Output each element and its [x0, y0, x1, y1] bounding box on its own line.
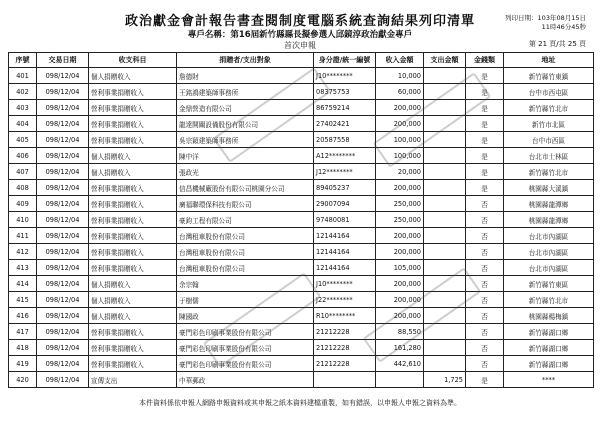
row-donor: 台灣租車股份有限公司 [177, 228, 314, 244]
row-expense [424, 116, 466, 132]
row-money-type: 否 [466, 292, 504, 308]
row-money-type: 否 [466, 212, 504, 228]
row-money-type: 否 [466, 324, 504, 340]
row-date: 098/12/04 [37, 308, 89, 324]
row-address: 新竹縣湖口鄉 [504, 340, 594, 356]
row-item: 個人捐贈收入 [89, 292, 177, 308]
document-title: 政治獻金會計報告書查閱制度電腦系統查詢結果列印清單 [124, 14, 475, 29]
row-no: 420 [9, 372, 37, 388]
row-date: 098/12/04 [37, 116, 89, 132]
table-row [9, 212, 594, 228]
row-address: 桃園縣楊梅鎮 [504, 308, 594, 324]
row-id [314, 372, 376, 388]
row-income: 200,000 [376, 180, 424, 196]
row-item: 營利事業捐贈收入 [89, 324, 177, 340]
row-income: 10,000 [376, 68, 424, 84]
row-item: 營利事業捐贈收入 [89, 228, 177, 244]
row-address: 新竹縣竹北市 [504, 100, 594, 116]
row-item: 營利事業捐贈收入 [89, 196, 177, 212]
row-donor: 余宗翰 [177, 276, 314, 292]
row-date: 098/12/04 [37, 244, 89, 260]
row-item: 營利事業捐贈收入 [89, 212, 177, 228]
row-address: 新竹縣竹北市 [504, 164, 594, 180]
row-donor: 詹德財 [177, 68, 314, 84]
row-expense [424, 84, 466, 100]
row-address: 桃園縣龍潭鄉 [504, 212, 594, 228]
row-date: 098/12/04 [37, 212, 89, 228]
row-id: 12144164 [314, 244, 376, 260]
row-date: 098/12/04 [37, 340, 89, 356]
row-income: 250,000 [376, 196, 424, 212]
row-donor: 豪門彩色印刷事業股份有限公司 [177, 340, 314, 356]
row-income [376, 372, 424, 388]
col-header-id: 身分證/統一編號 [314, 53, 376, 68]
table-row [9, 148, 594, 164]
row-donor: 廣福聯環保科技有限公司 [177, 196, 314, 212]
row-donor: 陳國政 [177, 308, 314, 324]
col-header-address: 地址 [504, 53, 594, 68]
table-row [9, 180, 594, 196]
row-money-type: 否 [466, 308, 504, 324]
table-row [9, 356, 594, 372]
row-expense [424, 308, 466, 324]
row-id: 08375753 [314, 84, 376, 100]
row-item: 營利事業捐贈收入 [89, 260, 177, 276]
row-income: 20,000 [376, 164, 424, 180]
row-no: 409 [9, 196, 37, 212]
row-donor: 豪門彩色印刷事業股份有限公司 [177, 324, 314, 340]
row-id: J12******** [314, 164, 376, 180]
row-expense [424, 212, 466, 228]
row-no: 414 [9, 276, 37, 292]
row-income: 200,000 [376, 308, 424, 324]
row-id: J10******** [314, 276, 376, 292]
row-date: 098/12/04 [37, 324, 89, 340]
row-date: 098/12/04 [37, 196, 89, 212]
row-date: 098/12/04 [37, 132, 89, 148]
row-expense [424, 244, 466, 260]
row-item: 個人捐贈收入 [89, 308, 177, 324]
row-address: 台北市內湖區 [504, 244, 594, 260]
row-id: 20587558 [314, 132, 376, 148]
row-id: J10******** [314, 68, 376, 84]
row-id: 29007094 [314, 196, 376, 212]
table-row [9, 244, 594, 260]
row-id: 89405237 [314, 180, 376, 196]
row-money-type: 否 [466, 356, 504, 372]
row-income: 200,000 [376, 116, 424, 132]
row-expense [424, 292, 466, 308]
row-address: 新竹縣竹東區 [504, 276, 594, 292]
row-date: 098/12/04 [37, 356, 89, 372]
row-no: 406 [9, 148, 37, 164]
col-header-item: 收支科目 [89, 53, 177, 68]
row-income: 250,000 [376, 212, 424, 228]
row-income: 442,610 [376, 356, 424, 372]
row-money-type: 否 [466, 228, 504, 244]
row-money-type: 否 [466, 276, 504, 292]
table-row [9, 308, 594, 324]
row-address: 新竹縣竹北市 [504, 292, 594, 308]
row-money-type: 是 [466, 132, 504, 148]
row-donor: 龍達開關設備股份有限公司 [177, 116, 314, 132]
row-money-type: 是 [466, 68, 504, 84]
row-id: 21212228 [314, 356, 376, 372]
row-address: 新竹縣湖口鄉 [504, 324, 594, 340]
row-money-type: 是 [466, 100, 504, 116]
row-date: 098/12/04 [37, 180, 89, 196]
row-money-type: 是 [466, 116, 504, 132]
row-date: 098/12/04 [37, 372, 89, 388]
row-item: 宣傳支出 [89, 372, 177, 388]
row-donor: 豪門彩色印刷事業股份有限公司 [177, 356, 314, 372]
col-header-donor: 捐贈者/支出對象 [177, 53, 314, 68]
col-header-income: 收入金額 [376, 53, 424, 68]
row-expense [424, 196, 466, 212]
row-id: A12******** [314, 148, 376, 164]
row-id: 12144164 [314, 228, 376, 244]
print-date: 列印日期：103年08月15日 [505, 14, 586, 22]
row-donor: 陳中洋 [177, 148, 314, 164]
row-income: 100,000 [376, 132, 424, 148]
table-header-row [9, 53, 594, 68]
row-income: 100,000 [376, 148, 424, 164]
account-name: 專戶名稱：第16屆新竹縣縣長擬參選人邱鏡淳政治獻金專戶 [187, 30, 413, 40]
row-donor: 信昌機械廠股份有限公司桃園分公司 [177, 180, 314, 196]
row-no: 405 [9, 132, 37, 148]
row-expense [424, 148, 466, 164]
row-no: 408 [9, 180, 37, 196]
row-money-type: 是 [466, 372, 504, 388]
table-row [9, 100, 594, 116]
row-id: 12144164 [314, 260, 376, 276]
row-item: 營利事業捐贈收入 [89, 340, 177, 356]
row-income: 200,000 [376, 244, 424, 260]
print-time: 11時46分45秒 [541, 23, 586, 31]
row-address: **** [504, 372, 594, 388]
row-item: 營利事業捐贈收入 [89, 180, 177, 196]
row-item: 營利事業捐贈收入 [89, 132, 177, 148]
row-no: 411 [9, 228, 37, 244]
row-item: 營利事業捐贈收入 [89, 84, 177, 100]
row-expense [424, 68, 466, 84]
row-no: 407 [9, 164, 37, 180]
row-date: 098/12/04 [37, 84, 89, 100]
row-expense [424, 356, 466, 372]
col-header-expense: 支出金額 [424, 53, 466, 68]
row-address: 台中市西區 [504, 132, 594, 148]
row-address: 台北市內湖區 [504, 260, 594, 276]
table-row [9, 260, 594, 276]
row-address: 桃園縣大溪鎮 [504, 180, 594, 196]
row-item: 營利事業捐贈收入 [89, 116, 177, 132]
row-no: 416 [9, 308, 37, 324]
row-expense: 1,725 [424, 372, 466, 388]
row-income: 60,000 [376, 84, 424, 100]
row-address: 台北市士林區 [504, 148, 594, 164]
row-donor: 金鼎營造有限公司 [177, 100, 314, 116]
row-no: 402 [9, 84, 37, 100]
row-no: 410 [9, 212, 37, 228]
row-money-type: 是 [466, 148, 504, 164]
page-info: 第 21 頁/共 25 頁 [528, 40, 586, 48]
row-expense [424, 132, 466, 148]
row-money-type: 是 [466, 164, 504, 180]
row-no: 419 [9, 356, 37, 372]
table-row [9, 196, 594, 212]
row-money-type: 否 [466, 260, 504, 276]
row-address: 新竹縣竹東鎮 [504, 68, 594, 84]
row-id: 97480081 [314, 212, 376, 228]
row-item: 營利事業捐贈收入 [89, 100, 177, 116]
row-item: 個人捐贈收入 [89, 276, 177, 292]
row-date: 098/12/04 [37, 292, 89, 308]
row-income: 161,280 [376, 340, 424, 356]
row-no: 415 [9, 292, 37, 308]
row-item: 營利事業捐贈收入 [89, 356, 177, 372]
table-row [9, 68, 594, 84]
row-money-type: 是 [466, 84, 504, 100]
row-money-type: 否 [466, 196, 504, 212]
records-table [8, 52, 594, 388]
report-category: 首次申報 [284, 41, 316, 50]
row-no: 412 [9, 244, 37, 260]
col-header-date: 交易日期 [37, 53, 89, 68]
row-id: 86759214 [314, 100, 376, 116]
table-row [9, 324, 594, 340]
row-income: 200,000 [376, 276, 424, 292]
row-expense [424, 276, 466, 292]
row-id: 21212228 [314, 324, 376, 340]
table-row [9, 84, 594, 100]
row-donor: 于樹儒 [177, 292, 314, 308]
row-item: 個人捐贈收入 [89, 68, 177, 84]
row-expense [424, 228, 466, 244]
row-no: 403 [9, 100, 37, 116]
row-expense [424, 164, 466, 180]
row-donor: 王銘鴻建築師事務所 [177, 84, 314, 100]
row-income: 200,000 [376, 228, 424, 244]
row-donor: 豪鈞工程有限公司 [177, 212, 314, 228]
col-header-no: 序號 [9, 53, 37, 68]
row-address: 台中市西屯區 [504, 84, 594, 100]
row-expense [424, 340, 466, 356]
row-item: 個人捐贈收入 [89, 148, 177, 164]
row-id: J22******** [314, 292, 376, 308]
row-no: 417 [9, 324, 37, 340]
row-no: 401 [9, 68, 37, 84]
row-address: 台北市內湖區 [504, 228, 594, 244]
row-income: 200,000 [376, 292, 424, 308]
row-date: 098/12/04 [37, 148, 89, 164]
row-item: 個人捐贈收入 [89, 164, 177, 180]
row-donor: 台灣租車股份有限公司 [177, 244, 314, 260]
row-date: 098/12/04 [37, 228, 89, 244]
row-address: 桃園縣龍潭鄉 [504, 196, 594, 212]
table-row [9, 228, 594, 244]
row-donor: 張政光 [177, 164, 314, 180]
row-expense [424, 324, 466, 340]
row-expense [424, 100, 466, 116]
row-donor: 吳宗穎建築師事務所 [177, 132, 314, 148]
row-no: 418 [9, 340, 37, 356]
table-row [9, 372, 594, 388]
row-item: 營利事業捐贈收入 [89, 244, 177, 260]
table-row [9, 116, 594, 132]
row-no: 404 [9, 116, 37, 132]
row-money-type: 否 [466, 244, 504, 260]
table-row [9, 340, 594, 356]
row-id: 21212228 [314, 340, 376, 356]
row-money-type: 否 [466, 340, 504, 356]
row-income: 88,550 [376, 324, 424, 340]
row-date: 098/12/04 [37, 100, 89, 116]
row-date: 098/12/04 [37, 164, 89, 180]
row-date: 098/12/04 [37, 276, 89, 292]
row-donor: 中華郵政 [177, 372, 314, 388]
row-id: R10******** [314, 308, 376, 324]
row-address: 新竹市北區 [504, 116, 594, 132]
col-header-money: 金錢類 [466, 53, 504, 68]
footer-note: 本件資料係依申報人網路申報資料或其申報之紙本資料建檔重製，如有錯誤，以申報人申報之資料為準。 [139, 399, 461, 407]
row-income: 105,000 [376, 260, 424, 276]
row-date: 098/12/04 [37, 260, 89, 276]
table-row [9, 292, 594, 308]
row-date: 098/12/04 [37, 68, 89, 84]
row-id: 27402421 [314, 116, 376, 132]
row-expense [424, 260, 466, 276]
row-income: 200,000 [376, 100, 424, 116]
table-row [9, 132, 594, 148]
row-money-type: 是 [466, 180, 504, 196]
row-expense [424, 180, 466, 196]
row-donor: 台灣租車股份有限公司 [177, 260, 314, 276]
row-no: 413 [9, 260, 37, 276]
table-row [9, 276, 594, 292]
row-address: 新竹縣湖口鄉 [504, 356, 594, 372]
table-row [9, 164, 594, 180]
